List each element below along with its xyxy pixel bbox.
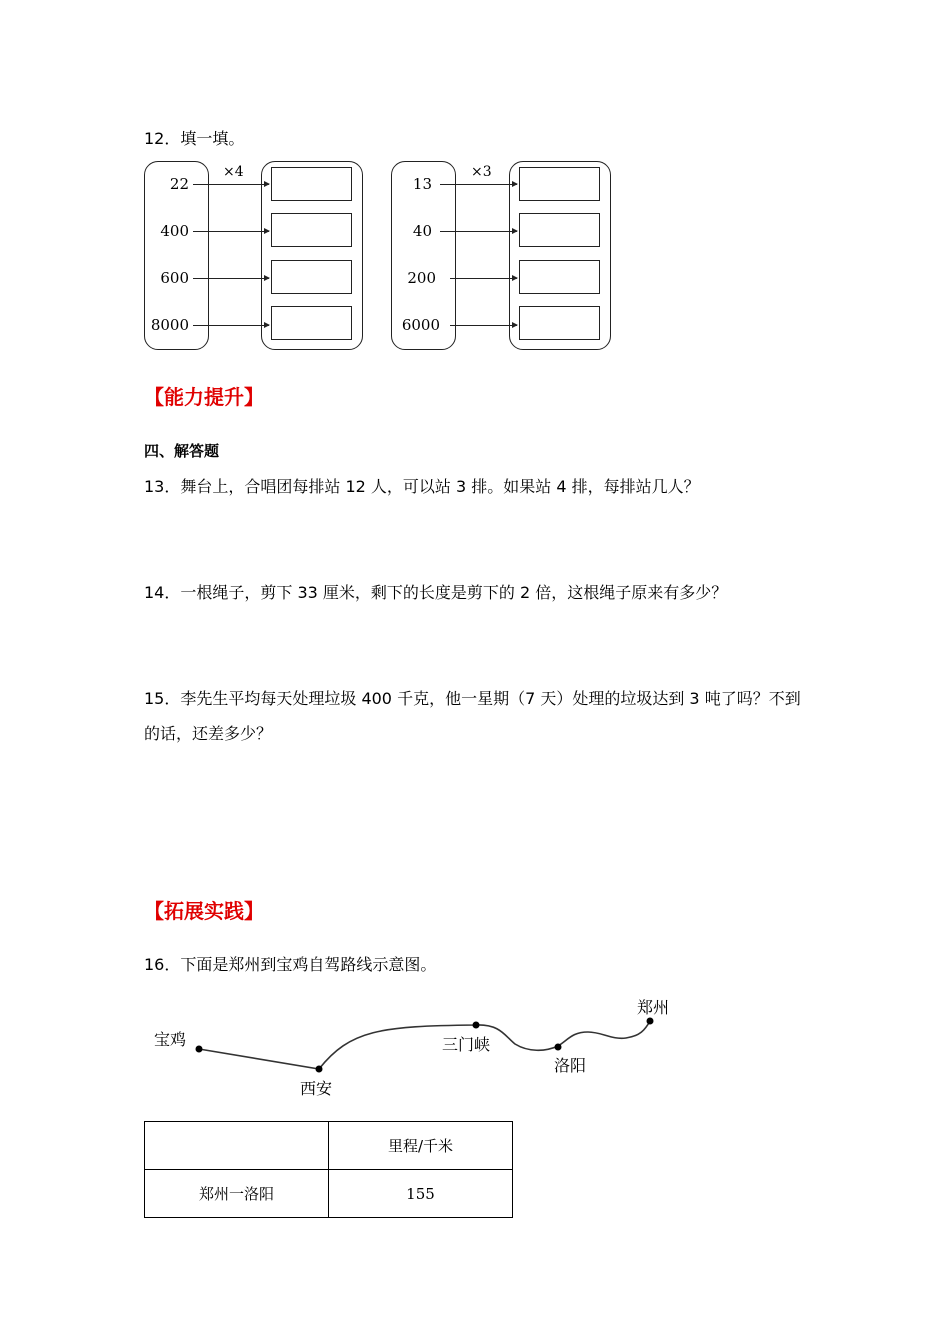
table-cell-segment: 郑州一洛阳 [145, 1170, 329, 1218]
q15-line2: 的话，还差多少？ [144, 724, 273, 743]
table-header-cell [145, 1122, 329, 1170]
q12-group-1-value: 22 [169, 175, 189, 193]
table-header-row [145, 1122, 513, 1170]
table-header-cell: 里程/千米 [329, 1122, 513, 1170]
sanmenxia-dot [473, 1022, 480, 1029]
baoji-dot [196, 1046, 203, 1053]
city-xian: 西安 [300, 1079, 333, 1098]
city-zhengzhou: 郑州 [637, 998, 670, 1017]
city-luoyang: 洛阳 [554, 1056, 587, 1075]
q12-group-1-multiplier: ×4 [223, 164, 244, 180]
distance-table [144, 1121, 513, 1218]
q12-group-1-value: 8000 [150, 316, 189, 334]
section-ability-heading: 【能力提升】 [144, 385, 264, 409]
table-cell-distance: 155 [329, 1170, 513, 1218]
part4-heading: 四、解答题 [144, 442, 220, 460]
city-sanmenxia: 三门峡 [442, 1035, 491, 1054]
city-baoji: 宝鸡 [154, 1030, 187, 1049]
q13-text: 13．舞台上，合唱团每排站 12 人，可以站 3 排。如果站 4 排，每排站几人？ [144, 477, 700, 496]
q12-group-2-value: 40 [412, 222, 432, 240]
zhengzhou-dot [647, 1018, 654, 1025]
q12-label: 12．填一填。 [144, 129, 245, 148]
q12-group-2-value: 13 [412, 175, 432, 193]
section-practice-heading: 【拓展实践】 [144, 899, 264, 923]
q14-text: 14．一根绳子，剪下 33 厘米，剩下的长度是剪下的 2 倍，这根绳子原来有多少？ [144, 583, 728, 602]
q12-group-1-value: 600 [160, 269, 189, 287]
q16-label: 16．下面是郑州到宝鸡自驾路线示意图。 [144, 955, 437, 974]
luoyang-dot [555, 1044, 562, 1051]
q12-group-2-value: 200 [407, 269, 436, 287]
table-row [145, 1170, 513, 1218]
q15-line1: 15．李先生平均每天处理垃圾 400 千克，他一星期（7 天）处理的垃圾达到 3 吨了吗？不到 [144, 689, 801, 708]
xian-dot [316, 1066, 323, 1073]
q12-group-1-value: 400 [160, 222, 189, 240]
q12-group-2-multiplier: ×3 [471, 164, 492, 180]
q12-group-2-value: 6000 [401, 316, 440, 334]
